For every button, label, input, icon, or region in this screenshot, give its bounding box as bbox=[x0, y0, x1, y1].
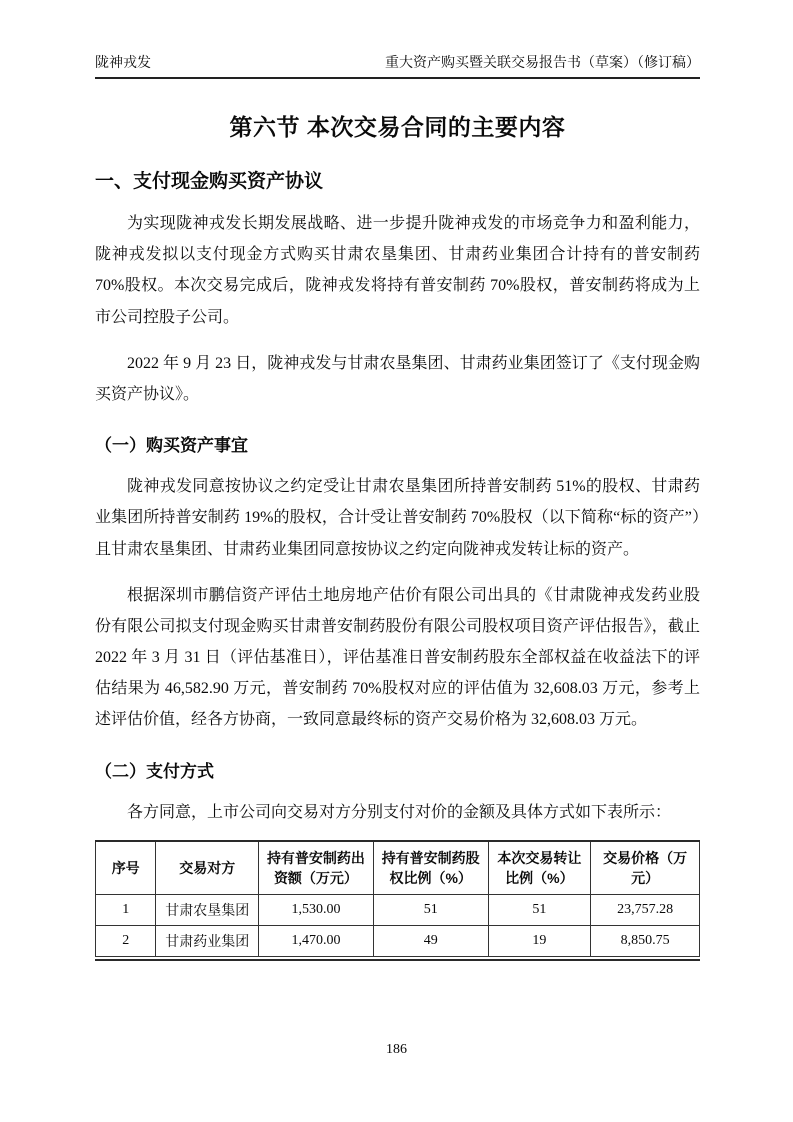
paragraph-valuation: 根据深圳市鹏信资产评估土地房地产估价有限公司出具的《甘肃陇神戎发药业股份有限公司拟支付现金购买甘肃普安制药股份有限公司股权项目资产评估报告》，截止 2022 年 3 月 31 日（评估基准日），评估基准日普安制药股东全部权益在收益法下的评估结果为 46,582.90 万元，普安制药 70%股权对应的评估值为 32,608.03 万元，参考上述评估价值，经各方协商，一致同意最终标的资产交易价格为 32,608.03 万元。 bbox=[95, 586, 700, 729]
table-header-cell: 持有普安制药股权比例（%） bbox=[373, 841, 488, 895]
table-cell: 甘肃农垦集团 bbox=[156, 895, 259, 926]
chapter-title: 第六节 本次交易合同的主要内容 bbox=[229, 114, 566, 140]
paragraph-transfer-terms: 陇神戎发同意按协议之约定受让甘肃农垦集团所持普安制药 51%的股权、甘肃药业集团所持普安制药 19%的股权，合计受让普安制药 70%股权（以下简称“标的资产”）且甘肃农垦集团、甘肃药业集团同意按协议之约定向陇神戎发转让标的资产。 bbox=[95, 478, 700, 558]
table-cell: 1,530.00 bbox=[259, 895, 374, 926]
table-cell: 49 bbox=[373, 926, 488, 957]
payment-table bbox=[95, 840, 700, 958]
page-number: 186 bbox=[386, 1042, 407, 1057]
table-header-cell: 持有普安制药出资额（万元） bbox=[259, 841, 374, 895]
table-header-cell: 序号 bbox=[96, 841, 156, 895]
table-cell: 8,850.75 bbox=[591, 926, 700, 957]
section-heading-agreement: 一、支付现金购买资产协议 bbox=[95, 171, 324, 192]
table-cell: 23,757.28 bbox=[591, 895, 700, 926]
table-header-cell: 交易对方 bbox=[156, 841, 259, 895]
payment-table-wrapper bbox=[95, 840, 700, 962]
table-cell: 51 bbox=[373, 895, 488, 926]
table-cell: 51 bbox=[488, 895, 591, 926]
paragraph-strategy: 为实现陇神戎发长期发展战略、进一步提升陇神戎发的市场竞争力和盈利能力，陇神戎发拟以支付现金方式购买甘肃农垦集团、甘肃药业集团合计持有的普安制药 70%股权。本次交易完成后，陇神戎发将持有普安制药 70%股权，普安制药将成为上市公司控股子公司。 bbox=[95, 215, 700, 326]
table-cell: 19 bbox=[488, 926, 591, 957]
paragraph-payment-intro: 各方同意，上市公司向交易对方分别支付对价的金额及具体方式如下表所示： bbox=[127, 803, 672, 821]
table-header-cell: 本次交易转让比例（%） bbox=[488, 841, 591, 895]
table-cell: 1,470.00 bbox=[259, 926, 374, 957]
header-company-name: 陇神戎发 bbox=[95, 56, 151, 71]
table-cell: 2 bbox=[96, 926, 156, 957]
running-header bbox=[95, 52, 700, 79]
table-cell: 甘肃药业集团 bbox=[156, 926, 259, 957]
paragraph-signing-date: 2022 年 9 月 23 日，陇神戎发与甘肃农垦集团、甘肃药业集团签订了《支付现金购买资产协议》。 bbox=[95, 354, 700, 403]
subsection-heading-purchase: （一）购买资产事宜 bbox=[95, 436, 248, 456]
table-header-row bbox=[96, 841, 700, 895]
table-row bbox=[96, 895, 700, 926]
table-header-cell: 交易价格（万元） bbox=[591, 841, 700, 895]
table-cell: 1 bbox=[96, 895, 156, 926]
subsection-heading-payment: （二）支付方式 bbox=[95, 761, 214, 781]
header-report-title: 重大资产购买暨关联交易报告书（草案）（修订稿） bbox=[385, 56, 700, 71]
table-row bbox=[96, 926, 700, 957]
